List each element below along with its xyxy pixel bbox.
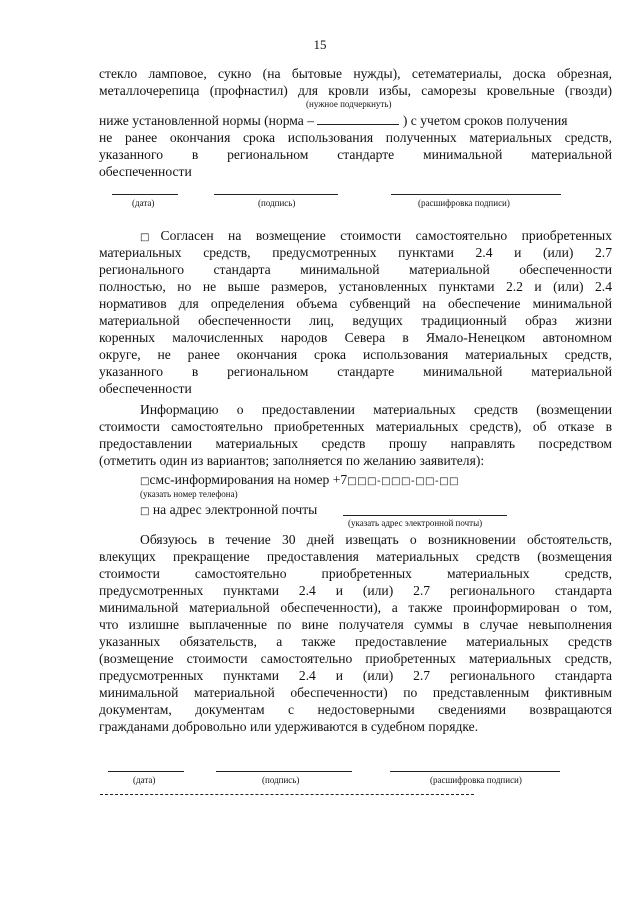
text-line: гражданами добровольно или удерживаются в судебном порядке. xyxy=(99,719,479,734)
date-line[interactable] xyxy=(112,194,178,195)
norm-line xyxy=(99,113,612,129)
phone-number-field[interactable]: □□□-□□□-□□-□□ xyxy=(347,476,459,487)
date-label: (дата) xyxy=(132,198,155,208)
text-line: Информацию о предоставлении материальных средств (возмещении xyxy=(140,402,612,417)
transcript-label: (расшифровка подписи) xyxy=(418,198,510,208)
email-checkbox[interactable]: □ xyxy=(140,506,150,517)
text-line: полностью, но не выше размеров, установленных пунктами 2.2 и (или) 2.4 xyxy=(99,279,612,294)
text-line: коренных малочисленных народов Севера в Ямало-Ненецком автономном xyxy=(99,330,612,345)
transcript-line[interactable] xyxy=(390,771,560,772)
norm-field[interactable] xyxy=(317,113,399,125)
text-line: влекущих прекращение предоставления материальных средств (возмещения xyxy=(99,549,612,564)
text-line: что излишне выплаченные по вине получателя суммы в случае невыполнения xyxy=(99,617,612,632)
text-line: предусмотренных пунктами 2.4 и (или) 2.7 регионального стандарта xyxy=(99,668,612,683)
consent-checkbox[interactable]: □ xyxy=(140,232,161,243)
text-line: округе, не ранее окончания срока использования материальных средств, xyxy=(99,347,612,362)
text-line: документам, документам с недостоверными сведениями возвращаются xyxy=(99,702,612,717)
text-line: регионального стандарта минимальной материальной обеспеченности xyxy=(99,262,612,277)
text-line: минимальной материальной обеспеченности) по представленным фиктивным xyxy=(99,685,612,700)
sms-option xyxy=(140,472,459,490)
text-line: обеспеченности xyxy=(99,164,192,179)
text-line: указанных обязательств, а также предоставление материальных средств xyxy=(99,634,612,649)
sms-label: смс-информирования на номер +7 xyxy=(149,472,348,487)
text-line: материальной обеспеченности лиц, ведущих традиционный образ жизни xyxy=(99,313,612,328)
text-line: стоимости самостоятельно приобретенных материальных средств), об отказе в xyxy=(99,419,612,434)
norm-label: ниже установленной нормы (норма – xyxy=(99,113,315,128)
date-label: (дата) xyxy=(133,775,156,785)
text-line: материальных средств, предусмотренных пунктами 2.4 и (или) 2.7 xyxy=(99,245,612,260)
text-line: не ранее окончания срока использования полученных материальных средств, xyxy=(99,130,612,145)
signature-line[interactable] xyxy=(216,771,352,772)
text-line: (отметить один из вариантов; заполняется по желанию заявителя): xyxy=(99,453,485,468)
underline-hint: (нужное подчеркнуть) xyxy=(306,99,392,109)
email-field[interactable] xyxy=(343,515,507,516)
text-line: металлочерепица (профнастил) для кровли избы, саморезы кровельные (гвозди) xyxy=(99,83,612,98)
phone-hint: (указать номер телефона) xyxy=(140,489,238,499)
text-line: Обязуюсь в течение 30 дней извещать о возникновении обстоятельств, xyxy=(140,532,612,547)
norm-suffix: ) с учетом сроков получения xyxy=(402,113,568,128)
text-line: минимальной материальной обеспеченности), а также проинформирован о том, xyxy=(99,600,612,615)
consent-text: Согласен на возмещение стоимости самостоятельно приобретенных xyxy=(160,228,612,243)
email-label: на адрес электронной почты xyxy=(152,502,318,517)
page-number: 15 xyxy=(313,37,327,52)
signature-line[interactable] xyxy=(214,194,338,195)
text-line: стоимости самостоятельно приобретенных материальных средств, xyxy=(99,566,612,581)
sms-checkbox[interactable]: □ xyxy=(140,476,150,487)
text-line: нормативов для определения объема субвенций на обеспечение минимальной xyxy=(99,296,612,311)
text-line: обеспеченности xyxy=(99,381,192,396)
text-line: предоставлении материальных средств прошу направлять посредством xyxy=(99,436,612,451)
signature-label: (подпись) xyxy=(262,775,300,785)
transcript-line[interactable] xyxy=(391,194,561,195)
transcript-label: (расшифровка подписи) xyxy=(430,775,522,785)
consent-line xyxy=(140,228,612,246)
email-option xyxy=(140,502,317,520)
text-line: стекло ламповое, сукно (на бытовые нужды), сетематериалы, доска обрезная, xyxy=(99,66,612,81)
text-line: предусмотренных пунктами 2.4 и (или) 2.7 регионального стандарта xyxy=(99,583,612,598)
cut-line xyxy=(100,794,474,795)
text-line: указанного в региональном стандарте минимальной материальной xyxy=(99,364,612,379)
email-hint: (указать адрес электронной почты) xyxy=(348,518,483,528)
text-line: указанного в региональном стандарте минимальной материальной xyxy=(99,147,612,162)
text-line: (возмещение стоимости самостоятельно приобретенных материальных средств, xyxy=(99,651,612,666)
date-line[interactable] xyxy=(108,771,184,772)
signature-label: (подпись) xyxy=(258,198,296,208)
